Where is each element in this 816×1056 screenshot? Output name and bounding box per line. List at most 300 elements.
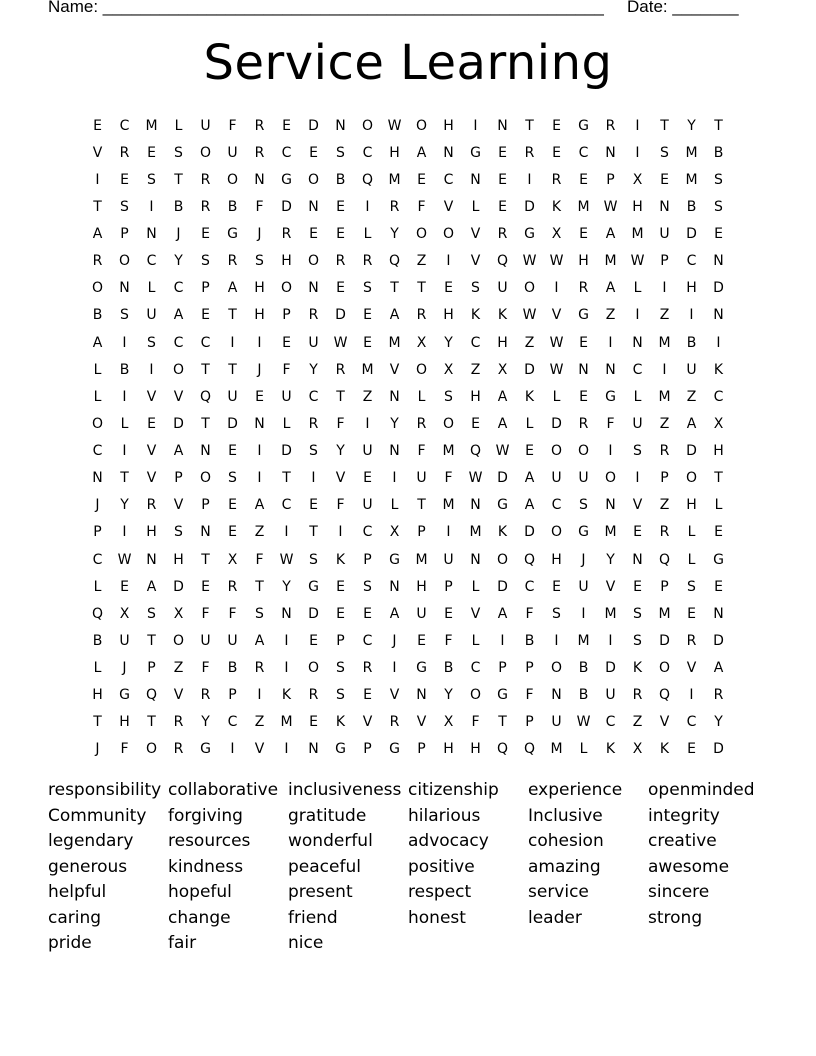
grid-letter[interactable]: I [500, 632, 505, 649]
grid-letter[interactable]: S [174, 144, 183, 161]
grid-letter[interactable]: R [308, 307, 319, 324]
grid-letter[interactable]: C [443, 171, 454, 188]
grid-letter[interactable]: S [120, 307, 129, 324]
grid-letter[interactable]: B [335, 171, 346, 188]
grid-letter[interactable]: G [335, 741, 346, 758]
grid-letter[interactable]: N [146, 226, 157, 243]
grid-letter[interactable]: D [497, 470, 508, 487]
grid-letter[interactable]: W [279, 551, 294, 568]
grid-letter[interactable]: W [522, 307, 537, 324]
grid-letter[interactable]: O [577, 443, 590, 460]
grid-letter[interactable]: T [309, 524, 318, 541]
grid-letter[interactable]: I [122, 524, 127, 541]
grid-letter[interactable]: O [307, 171, 320, 188]
grid-letter[interactable]: U [362, 443, 373, 460]
grid-letter[interactable]: U [416, 605, 427, 622]
grid-letter[interactable]: V [173, 687, 184, 704]
grid-letter[interactable]: A [524, 497, 535, 514]
grid-letter[interactable]: B [119, 361, 130, 378]
grid-letter[interactable]: E [471, 415, 480, 432]
grid-letter[interactable]: E [363, 687, 372, 704]
grid-letter[interactable]: I [122, 334, 127, 351]
grid-letter[interactable]: R [200, 171, 211, 188]
grid-letter[interactable]: E [147, 415, 156, 432]
grid-letter[interactable]: O [199, 470, 212, 487]
grid-letter[interactable]: S [363, 280, 372, 297]
grid-letter[interactable]: I [635, 307, 640, 324]
grid-letter[interactable]: J [176, 226, 181, 243]
grid-letter[interactable]: E [687, 741, 696, 758]
grid-letter[interactable]: R [659, 443, 670, 460]
grid-letter[interactable]: D [173, 415, 184, 432]
grid-letter[interactable]: S [147, 605, 156, 622]
grid-letter[interactable]: V [416, 714, 427, 731]
grid-letter[interactable]: Q [496, 741, 509, 758]
grid-letter[interactable]: R [416, 415, 427, 432]
grid-letter[interactable]: L [471, 198, 480, 215]
grid-letter[interactable]: C [524, 578, 535, 595]
grid-letter[interactable]: S [255, 605, 264, 622]
grid-letter[interactable]: O [496, 551, 509, 568]
grid-letter[interactable]: E [363, 334, 372, 351]
grid-letter[interactable]: Q [199, 388, 212, 405]
grid-letter[interactable]: V [470, 226, 481, 243]
grid-letter[interactable]: N [578, 361, 589, 378]
grid-letter[interactable]: B [92, 632, 103, 649]
grid-letter[interactable]: V [443, 198, 454, 215]
grid-letter[interactable]: R [605, 117, 616, 134]
grid-letter[interactable]: C [713, 388, 724, 405]
grid-letter[interactable]: T [417, 497, 426, 514]
grid-letter[interactable]: I [230, 741, 235, 758]
grid-letter[interactable]: I [392, 470, 397, 487]
grid-letter[interactable]: D [713, 280, 724, 297]
grid-letter[interactable]: Z [254, 714, 265, 731]
grid-letter[interactable]: R [335, 361, 346, 378]
grid-letter[interactable]: A [92, 226, 103, 243]
grid-letter[interactable]: P [444, 578, 453, 595]
grid-letter[interactable]: P [660, 253, 669, 270]
grid-letter[interactable]: W [333, 334, 348, 351]
grid-letter[interactable]: I [284, 660, 289, 677]
grid-letter[interactable]: L [633, 280, 642, 297]
grid-letter[interactable]: Y [120, 497, 129, 514]
grid-letter[interactable]: I [554, 632, 559, 649]
grid-letter[interactable]: U [281, 388, 292, 405]
grid-letter[interactable]: N [200, 443, 211, 460]
grid-letter[interactable]: N [470, 551, 481, 568]
grid-letter[interactable]: U [578, 578, 589, 595]
grid-letter[interactable]: V [146, 443, 157, 460]
grid-letter[interactable]: L [687, 524, 696, 541]
grid-letter[interactable]: I [149, 361, 154, 378]
grid-letter[interactable]: V [173, 388, 184, 405]
grid-letter[interactable]: C [470, 660, 481, 677]
grid-letter[interactable]: O [280, 280, 293, 297]
grid-letter[interactable]: T [714, 470, 723, 487]
grid-letter[interactable]: M [604, 605, 617, 622]
grid-letter[interactable]: S [444, 388, 453, 405]
grid-letter[interactable]: B [173, 198, 184, 215]
grid-letter[interactable]: V [389, 687, 400, 704]
grid-letter[interactable]: R [173, 741, 184, 758]
grid-letter[interactable]: Y [444, 334, 453, 351]
grid-letter[interactable]: E [714, 524, 723, 541]
grid-letter[interactable]: H [443, 117, 454, 134]
grid-letter[interactable]: T [525, 117, 534, 134]
grid-letter[interactable]: E [228, 443, 237, 460]
grid-letter[interactable]: L [417, 388, 426, 405]
grid-letter[interactable]: H [443, 741, 454, 758]
grid-letter[interactable]: A [227, 280, 238, 297]
grid-letter[interactable]: X [713, 415, 724, 432]
grid-letter[interactable]: W [387, 117, 402, 134]
grid-letter[interactable]: R [92, 253, 103, 270]
grid-letter[interactable]: I [608, 443, 613, 460]
grid-letter[interactable]: K [524, 388, 535, 405]
grid-letter[interactable]: N [605, 144, 616, 161]
grid-letter[interactable]: I [446, 253, 451, 270]
grid-letter[interactable]: W [495, 443, 510, 460]
grid-letter[interactable]: F [282, 361, 291, 378]
grid-letter[interactable]: S [147, 171, 156, 188]
grid-letter[interactable]: S [660, 144, 669, 161]
grid-letter[interactable]: M [388, 171, 401, 188]
grid-letter[interactable]: N [605, 361, 616, 378]
grid-letter[interactable]: N [470, 171, 481, 188]
grid-letter[interactable]: F [417, 443, 426, 460]
grid-letter[interactable]: V [173, 497, 184, 514]
grid-letter[interactable]: M [685, 171, 698, 188]
grid-letter[interactable]: L [714, 497, 723, 514]
grid-letter[interactable]: U [605, 687, 616, 704]
grid-letter[interactable]: N [119, 280, 130, 297]
grid-letter[interactable]: H [254, 280, 265, 297]
grid-letter[interactable]: N [92, 470, 103, 487]
grid-letter[interactable]: V [389, 361, 400, 378]
grid-letter[interactable]: E [282, 334, 291, 351]
grid-letter[interactable]: R [659, 524, 670, 541]
grid-letter[interactable]: E [579, 388, 588, 405]
grid-letter[interactable]: X [632, 171, 643, 188]
grid-letter[interactable]: H [416, 578, 427, 595]
grid-letter[interactable]: V [146, 388, 157, 405]
grid-letter[interactable]: Y [309, 361, 318, 378]
grid-letter[interactable]: I [284, 524, 289, 541]
grid-letter[interactable]: C [200, 334, 211, 351]
grid-letter[interactable]: O [172, 632, 185, 649]
grid-letter[interactable]: H [470, 741, 481, 758]
grid-letter[interactable]: H [551, 551, 562, 568]
grid-letter[interactable]: E [201, 226, 210, 243]
grid-letter[interactable]: O [469, 687, 482, 704]
grid-letter[interactable]: F [120, 741, 129, 758]
grid-letter[interactable]: U [659, 226, 670, 243]
grid-letter[interactable]: S [336, 660, 345, 677]
grid-letter[interactable]: U [443, 551, 454, 568]
grid-letter[interactable]: N [389, 578, 400, 595]
grid-letter[interactable]: O [91, 415, 104, 432]
grid-letter[interactable]: S [309, 551, 318, 568]
grid-letter[interactable]: I [365, 198, 370, 215]
grid-letter[interactable]: R [227, 253, 238, 270]
grid-letter[interactable]: O [415, 361, 428, 378]
grid-letter[interactable]: S [687, 578, 696, 595]
grid-letter[interactable]: S [147, 334, 156, 351]
grid-letter[interactable]: I [311, 470, 316, 487]
grid-letter[interactable]: T [336, 388, 345, 405]
grid-letter[interactable]: Z [605, 307, 616, 324]
grid-letter[interactable]: G [578, 524, 589, 541]
grid-letter[interactable]: Z [470, 361, 481, 378]
grid-letter[interactable]: R [578, 280, 589, 297]
grid-letter[interactable]: K [605, 741, 616, 758]
grid-letter[interactable]: W [549, 253, 564, 270]
grid-letter[interactable]: R [254, 117, 265, 134]
grid-letter[interactable]: P [498, 660, 507, 677]
grid-letter[interactable]: I [662, 361, 667, 378]
grid-letter[interactable]: C [578, 144, 589, 161]
grid-letter[interactable]: X [416, 334, 427, 351]
grid-letter[interactable]: T [93, 714, 102, 731]
grid-letter[interactable]: E [309, 714, 318, 731]
grid-letter[interactable]: E [120, 171, 129, 188]
grid-letter[interactable]: Z [659, 415, 670, 432]
grid-letter[interactable]: I [257, 443, 262, 460]
grid-letter[interactable]: N [146, 551, 157, 568]
grid-letter[interactable]: B [227, 660, 238, 677]
grid-letter[interactable]: G [389, 741, 400, 758]
grid-letter[interactable]: I [608, 334, 613, 351]
grid-letter[interactable]: B [227, 198, 238, 215]
grid-letter[interactable]: O [442, 226, 455, 243]
grid-letter[interactable]: I [446, 524, 451, 541]
grid-letter[interactable]: O [307, 660, 320, 677]
grid-letter[interactable]: J [122, 660, 127, 677]
grid-letter[interactable]: C [308, 388, 319, 405]
grid-letter[interactable]: A [389, 307, 400, 324]
grid-letter[interactable]: X [632, 741, 643, 758]
grid-letter[interactable]: L [93, 388, 102, 405]
grid-letter[interactable]: O [415, 226, 428, 243]
grid-letter[interactable]: E [525, 443, 534, 460]
grid-letter[interactable]: N [281, 605, 292, 622]
grid-letter[interactable]: B [578, 660, 589, 677]
grid-letter[interactable]: S [120, 198, 129, 215]
grid-letter[interactable]: U [227, 144, 238, 161]
grid-letter[interactable]: M [388, 334, 401, 351]
grid-letter[interactable]: Y [174, 253, 183, 270]
grid-letter[interactable]: D [281, 198, 292, 215]
grid-letter[interactable]: L [363, 226, 372, 243]
grid-letter[interactable]: O [550, 660, 563, 677]
grid-letter[interactable]: H [578, 253, 589, 270]
grid-letter[interactable]: P [660, 578, 669, 595]
grid-letter[interactable]: P [174, 470, 183, 487]
grid-letter[interactable]: S [552, 605, 561, 622]
grid-letter[interactable]: E [660, 171, 669, 188]
grid-letter[interactable]: P [228, 687, 237, 704]
grid-letter[interactable]: N [632, 334, 643, 351]
grid-letter[interactable]: E [498, 171, 507, 188]
grid-letter[interactable]: S [633, 443, 642, 460]
grid-letter[interactable]: N [551, 687, 562, 704]
grid-letter[interactable]: M [658, 334, 671, 351]
grid-letter[interactable]: V [362, 714, 373, 731]
grid-letter[interactable]: J [95, 741, 100, 758]
grid-letter[interactable]: L [633, 388, 642, 405]
grid-letter[interactable]: N [254, 171, 265, 188]
grid-letter[interactable]: Q [361, 171, 374, 188]
grid-letter[interactable]: Y [606, 551, 615, 568]
grid-letter[interactable]: C [632, 361, 643, 378]
grid-letter[interactable]: O [145, 741, 158, 758]
grid-letter[interactable]: M [280, 714, 293, 731]
grid-letter[interactable]: X [119, 605, 130, 622]
grid-letter[interactable]: U [551, 714, 562, 731]
grid-letter[interactable]: F [525, 605, 534, 622]
grid-letter[interactable]: M [415, 551, 428, 568]
grid-letter[interactable]: E [552, 117, 561, 134]
grid-letter[interactable]: Z [173, 660, 184, 677]
grid-letter[interactable]: T [282, 470, 291, 487]
grid-letter[interactable]: I [122, 443, 127, 460]
grid-letter[interactable]: P [525, 714, 534, 731]
grid-letter[interactable]: C [281, 144, 292, 161]
grid-letter[interactable]: S [471, 280, 480, 297]
grid-letter[interactable]: I [608, 632, 613, 649]
grid-letter[interactable]: J [257, 361, 262, 378]
grid-letter[interactable]: T [228, 361, 237, 378]
grid-letter[interactable]: K [551, 198, 562, 215]
grid-letter[interactable]: D [497, 578, 508, 595]
grid-letter[interactable]: O [550, 524, 563, 541]
grid-letter[interactable]: I [338, 524, 343, 541]
grid-letter[interactable]: E [336, 198, 345, 215]
grid-letter[interactable]: T [147, 714, 156, 731]
grid-letter[interactable]: D [173, 578, 184, 595]
grid-letter[interactable]: M [361, 361, 374, 378]
grid-letter[interactable]: S [228, 470, 237, 487]
grid-letter[interactable]: S [633, 632, 642, 649]
grid-letter[interactable]: L [579, 741, 588, 758]
grid-letter[interactable]: X [443, 361, 454, 378]
grid-letter[interactable]: U [362, 497, 373, 514]
grid-letter[interactable]: O [685, 470, 698, 487]
grid-letter[interactable]: T [417, 280, 426, 297]
grid-letter[interactable]: T [147, 632, 156, 649]
grid-letter[interactable]: I [689, 687, 694, 704]
grid-letter[interactable]: P [120, 226, 129, 243]
grid-letter[interactable]: U [686, 361, 697, 378]
grid-letter[interactable]: Y [390, 226, 399, 243]
grid-letter[interactable]: Z [686, 388, 697, 405]
grid-letter[interactable]: R [119, 144, 130, 161]
grid-letter[interactable]: U [497, 280, 508, 297]
grid-letter[interactable]: D [659, 632, 670, 649]
grid-letter[interactable]: I [257, 687, 262, 704]
grid-letter[interactable]: A [173, 443, 184, 460]
grid-letter[interactable]: F [606, 415, 615, 432]
grid-letter[interactable]: V [254, 741, 265, 758]
grid-letter[interactable]: N [308, 741, 319, 758]
grid-letter[interactable]: V [92, 144, 103, 161]
grid-letter[interactable]: U [200, 632, 211, 649]
grid-letter[interactable]: G [308, 578, 319, 595]
grid-letter[interactable]: R [254, 660, 265, 677]
grid-letter[interactable]: E [336, 605, 345, 622]
grid-letter[interactable]: S [633, 605, 642, 622]
grid-letter[interactable]: E [201, 307, 210, 324]
grid-letter[interactable]: N [389, 388, 400, 405]
grid-letter[interactable]: O [523, 280, 536, 297]
grid-letter[interactable]: G [578, 307, 589, 324]
grid-letter[interactable]: H [254, 307, 265, 324]
grid-letter[interactable]: R [389, 714, 400, 731]
grid-letter[interactable]: M [577, 198, 590, 215]
grid-letter[interactable]: H [470, 388, 481, 405]
grid-letter[interactable]: G [578, 117, 589, 134]
grid-letter[interactable]: I [581, 605, 586, 622]
grid-letter[interactable]: R [632, 687, 643, 704]
grid-letter[interactable]: D [335, 307, 346, 324]
grid-letter[interactable]: L [390, 497, 399, 514]
grid-letter[interactable]: Q [91, 605, 104, 622]
grid-letter[interactable]: R [254, 144, 265, 161]
grid-letter[interactable]: Z [254, 524, 265, 541]
grid-letter[interactable]: P [201, 497, 210, 514]
grid-letter[interactable]: Q [145, 687, 158, 704]
grid-letter[interactable]: C [605, 714, 616, 731]
grid-letter[interactable]: Z [659, 307, 670, 324]
grid-letter[interactable]: R [308, 687, 319, 704]
grid-letter[interactable]: I [635, 117, 640, 134]
grid-letter[interactable]: Y [444, 687, 453, 704]
grid-letter[interactable]: C [92, 443, 103, 460]
grid-letter[interactable]: E [201, 578, 210, 595]
grid-letter[interactable]: F [471, 714, 480, 731]
grid-letter[interactable]: A [416, 144, 427, 161]
grid-letter[interactable]: J [95, 497, 100, 514]
grid-letter[interactable]: T [255, 578, 264, 595]
grid-letter[interactable]: H [632, 198, 643, 215]
grid-letter[interactable]: E [120, 578, 129, 595]
grid-letter[interactable]: G [497, 687, 508, 704]
grid-letter[interactable]: N [605, 497, 616, 514]
grid-letter[interactable]: E [444, 280, 453, 297]
grid-letter[interactable]: E [93, 117, 102, 134]
grid-letter[interactable]: R [686, 632, 697, 649]
grid-letter[interactable]: M [550, 741, 563, 758]
grid-letter[interactable]: L [120, 415, 129, 432]
grid-letter[interactable]: W [549, 334, 564, 351]
grid-letter[interactable]: U [632, 415, 643, 432]
grid-letter[interactable]: H [686, 497, 697, 514]
grid-letter[interactable]: C [281, 497, 292, 514]
grid-letter[interactable]: D [308, 117, 319, 134]
grid-letter[interactable]: L [525, 415, 534, 432]
grid-letter[interactable]: V [551, 307, 562, 324]
grid-letter[interactable]: B [713, 144, 724, 161]
grid-letter[interactable]: U [308, 334, 319, 351]
grid-letter[interactable]: H [173, 551, 184, 568]
grid-letter[interactable]: G [389, 551, 400, 568]
grid-letter[interactable]: V [605, 578, 616, 595]
grid-letter[interactable]: R [200, 198, 211, 215]
grid-letter[interactable]: B [578, 687, 589, 704]
grid-letter[interactable]: B [443, 660, 454, 677]
grid-letter[interactable]: N [470, 497, 481, 514]
